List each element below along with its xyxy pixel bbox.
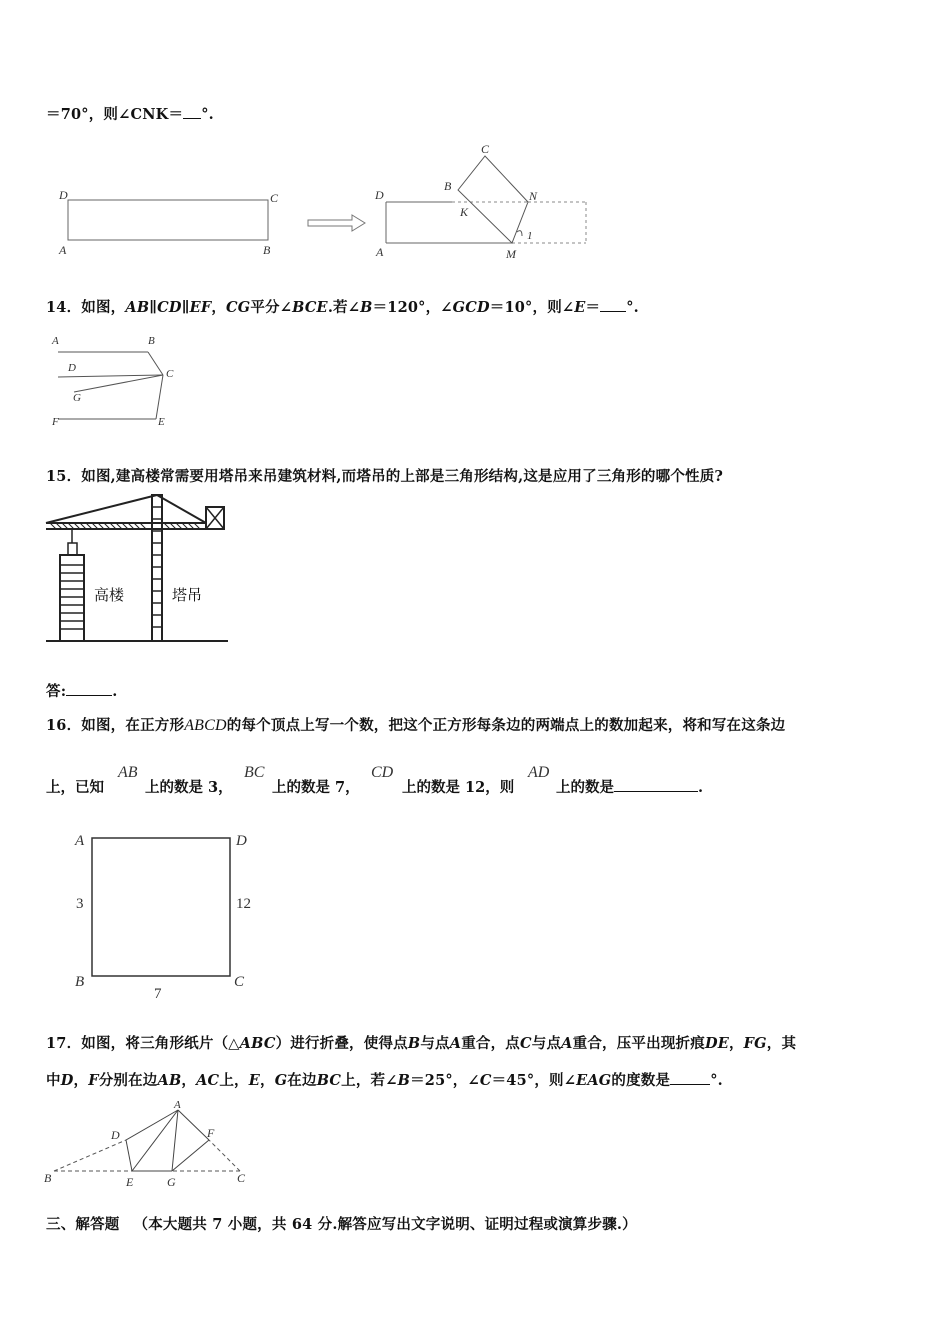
label-B: B — [75, 974, 85, 990]
label-A: A — [174, 1099, 181, 1111]
label-G: G — [167, 1175, 176, 1189]
label-A: A — [376, 245, 384, 259]
answer-blank[interactable] — [600, 299, 626, 312]
label-N: N — [529, 189, 538, 203]
label-D: D — [59, 188, 68, 202]
q16-line2-end: 上的数是 . — [556, 779, 704, 796]
label-B: B — [263, 243, 271, 257]
q14-figure — [46, 330, 186, 430]
arrow-icon — [307, 214, 367, 234]
label-B: B — [148, 335, 155, 347]
q13-figure-left — [58, 185, 288, 260]
q13-tail: ＝70°，则∠CNK＝ °. — [46, 106, 214, 123]
label-D: D — [111, 1128, 120, 1142]
label-K: K — [460, 205, 469, 219]
label-F: F — [52, 416, 59, 428]
q15-crane-figure — [46, 493, 231, 645]
q14-text: 14．如图，AB∥CD∥EF，CG平分∠BCE.若∠B＝120°，∠GCD＝10°，则∠E＝ °. — [46, 299, 639, 316]
answer-blank[interactable] — [183, 106, 201, 119]
q16-line1: 16．如图，在正方形ABCD的每个顶点上写一个数，把这个正方形每条边的两端点上的数加起来，将和写在这条边 — [46, 717, 786, 734]
answer-blank[interactable] — [670, 1072, 710, 1085]
label-G: G — [73, 392, 81, 404]
q15-answer: 答: . — [46, 683, 118, 700]
label-A: A — [52, 335, 59, 347]
section-3-heading: 三、解答题 （本大题共 7 小题，共 64 分.解答应写出文字说明、证明过程或演算步骤.） — [46, 1216, 637, 1233]
folded-quadrilateral — [458, 156, 528, 243]
q13-figure-right — [372, 140, 602, 265]
building — [60, 555, 84, 641]
bc-label: BC — [244, 764, 265, 781]
label-A: A — [75, 833, 85, 849]
q17-line1: 17．如图，将三角形纸片（△ABC）进行折叠，使得点B与点A重合，点C与点A重合，压平出现折痕DE，FG，其 — [46, 1035, 797, 1052]
cd-label: CD — [371, 764, 394, 781]
label-C: C — [234, 974, 245, 990]
crane-tower — [152, 495, 162, 641]
q15-text: 15．如图,建高楼常需要用塔吊来吊建筑材料,而塔吊的上部是三角形结构,这是应用了三角形的哪个性质? — [46, 468, 724, 485]
value-bottom: 7 — [154, 986, 162, 1002]
q17-triangle-figure — [44, 1098, 254, 1190]
answer-blank[interactable] — [614, 779, 698, 792]
ab-label: AB — [118, 764, 138, 781]
ad-label: AD — [528, 764, 550, 781]
answer-blank[interactable] — [66, 683, 112, 696]
label-C: C — [237, 1171, 246, 1185]
label-C: C — [481, 142, 490, 156]
label-B: B — [444, 179, 452, 193]
rectangle-abcd — [68, 200, 268, 240]
building-label: 高楼 — [94, 586, 125, 604]
label-F: F — [207, 1126, 215, 1140]
label-D: D — [375, 188, 384, 202]
label-D: D — [236, 833, 247, 849]
value-left: 3 — [76, 896, 84, 912]
label-B: B — [44, 1171, 52, 1185]
label-C: C — [270, 191, 279, 205]
label-1: 1 — [527, 230, 533, 242]
q17-line2: 中D，F分别在边AB，AC上，E，G在边BC上，若∠B＝25°，∠C＝45°，则∠EAG的度数是 °. — [46, 1072, 723, 1089]
label-E: E — [126, 1175, 134, 1189]
label-M: M — [506, 247, 516, 261]
crane-label: 塔吊 — [172, 586, 203, 604]
value-right: 12 — [236, 896, 251, 912]
label-D: D — [68, 362, 76, 374]
label-E: E — [158, 416, 165, 428]
label-A: A — [59, 243, 67, 257]
q16-square-figure — [70, 826, 270, 1004]
label-C: C — [166, 368, 174, 380]
